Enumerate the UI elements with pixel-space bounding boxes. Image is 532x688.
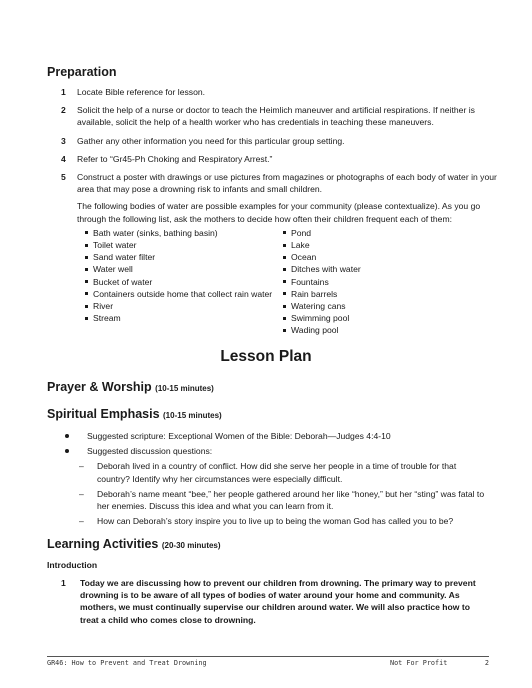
spiritual-emphasis-title: Spiritual Emphasis bbox=[47, 407, 160, 421]
spiritual-emphasis-duration: (10-15 minutes) bbox=[163, 411, 222, 420]
prep-item bbox=[47, 135, 497, 147]
water-body-item: Bucket of water bbox=[85, 276, 283, 288]
list-item bbox=[47, 445, 487, 457]
prep-item-number: 5 bbox=[61, 172, 66, 183]
water-body-item: Fountains bbox=[283, 276, 481, 288]
footer-not-for-profit: Not For Profit bbox=[390, 659, 448, 667]
prayer-worship-duration: (10-15 minutes) bbox=[155, 384, 214, 393]
scripture-text: Suggested scripture: Exceptional Women of the Bible: Deborah—Judges 4:4-10 bbox=[87, 431, 391, 441]
water-body-item: Water well bbox=[85, 263, 283, 275]
list-item bbox=[47, 430, 487, 442]
discussion-question bbox=[47, 460, 487, 484]
learning-activities-heading bbox=[47, 537, 221, 551]
water-body-item: Ditches with water bbox=[283, 263, 481, 275]
water-body-item: Watering cans bbox=[283, 300, 481, 312]
prep-item-number: 3 bbox=[61, 135, 66, 146]
water-body-item: Toilet water bbox=[85, 239, 283, 251]
prep-item bbox=[47, 171, 497, 195]
water-bodies-list bbox=[85, 227, 497, 337]
water-body-item: Rain barrels bbox=[283, 288, 481, 300]
water-body-item: Bath water (sinks, bathing basin) bbox=[85, 227, 283, 239]
water-examples-note: The following bodies of water are possible examples for your community (please contextualize). As you go through the following list, ask the mothers to decide how often their children frequent each of them: bbox=[77, 201, 481, 224]
discussion-question bbox=[47, 488, 487, 512]
prep-item-text: Gather any other information you need for this particular group setting. bbox=[77, 135, 345, 146]
footer-document-title: GR46: How to Prevent and Treat Drowning bbox=[47, 659, 207, 667]
discussion-question-text: Deborah lived in a country of conflict. How did she serve her people in a time of trouble for that country? Identify why her circumstances were especially difficult. bbox=[97, 461, 457, 484]
page-number: 2 bbox=[484, 659, 489, 667]
water-body-item: Containers outside home that collect rain water bbox=[85, 288, 283, 300]
preparation-heading: Preparation bbox=[47, 65, 117, 79]
prep-item-number: 1 bbox=[61, 87, 66, 97]
dash-icon: – bbox=[79, 488, 84, 499]
prep-item bbox=[47, 153, 497, 165]
questions-label: Suggested discussion questions: bbox=[87, 446, 213, 457]
discussion-question bbox=[47, 515, 487, 527]
water-body-item: Stream bbox=[85, 312, 283, 324]
water-body-item: Pond bbox=[283, 227, 481, 239]
water-body-item: Sand water filter bbox=[85, 251, 283, 263]
lesson-plan-title: Lesson Plan bbox=[220, 348, 312, 365]
prep-item bbox=[47, 104, 497, 128]
dash-icon: – bbox=[79, 516, 84, 527]
prep-item-text: Locate Bible reference for lesson. bbox=[77, 87, 206, 97]
prayer-worship-title: Prayer & Worship bbox=[47, 380, 152, 394]
activity-item bbox=[47, 577, 487, 626]
discussion-question-text: Deborah’s name meant “bee,” her people gathered around her like “honey,” but her “sting” was fatal to her enemies. Discuss this idea and what you can learn from it. bbox=[97, 488, 485, 512]
discussion-question-text: How can Deborah’s story inspire you to live up to being the woman God has called you to be? bbox=[97, 516, 454, 527]
prep-item bbox=[47, 86, 497, 98]
activity-item-text: Today we are discussing how to prevent our children from drowning. The primary way to prevent drowning is to be aware of all types of bodies of water around your home and community. As mothers, we must continually supervise our children around water. We will also practice how to treat a child who comes close to drowning. bbox=[80, 578, 476, 625]
water-body-item: Lake bbox=[283, 239, 481, 251]
water-body-item: Swimming pool bbox=[283, 312, 481, 324]
preparation-list bbox=[47, 86, 497, 337]
activity-item-number: 1 bbox=[61, 578, 66, 588]
bullet-icon bbox=[47, 445, 83, 457]
learning-activities-title: Learning Activities bbox=[47, 537, 159, 551]
water-body-item: Ocean bbox=[283, 251, 481, 263]
prayer-worship-heading bbox=[47, 380, 214, 394]
prep-item-number: 4 bbox=[61, 153, 66, 164]
water-bodies-column-1 bbox=[85, 227, 283, 337]
spiritual-emphasis-heading bbox=[47, 407, 222, 421]
bullet-icon bbox=[47, 430, 83, 442]
water-body-item: River bbox=[85, 300, 283, 312]
water-body-item: Wading pool bbox=[283, 324, 481, 336]
introduction-heading: Introduction bbox=[47, 560, 98, 570]
prep-item-text: Solicit the help of a nurse or doctor to teach the Heimlich maneuver and artificial respirations. If neither is available, solicit the help of a health worker who has credentials in teaching these maneuvers. bbox=[77, 105, 475, 128]
spiritual-emphasis-list bbox=[47, 430, 487, 530]
prep-item-number: 2 bbox=[61, 105, 66, 116]
footer-divider bbox=[47, 656, 489, 657]
learning-activities-duration: (20-30 minutes) bbox=[161, 541, 221, 550]
prep-item-text: Refer to “Gr45-Ph Choking and Respiratory Arrest.” bbox=[77, 153, 273, 164]
prep-item-text: Construct a poster with drawings or use pictures from magazines or photographs of each body of water in your area that may pose a drowning risk to infants and small children. bbox=[77, 172, 497, 195]
dash-icon: – bbox=[79, 461, 84, 472]
water-bodies-column-2 bbox=[283, 227, 481, 337]
